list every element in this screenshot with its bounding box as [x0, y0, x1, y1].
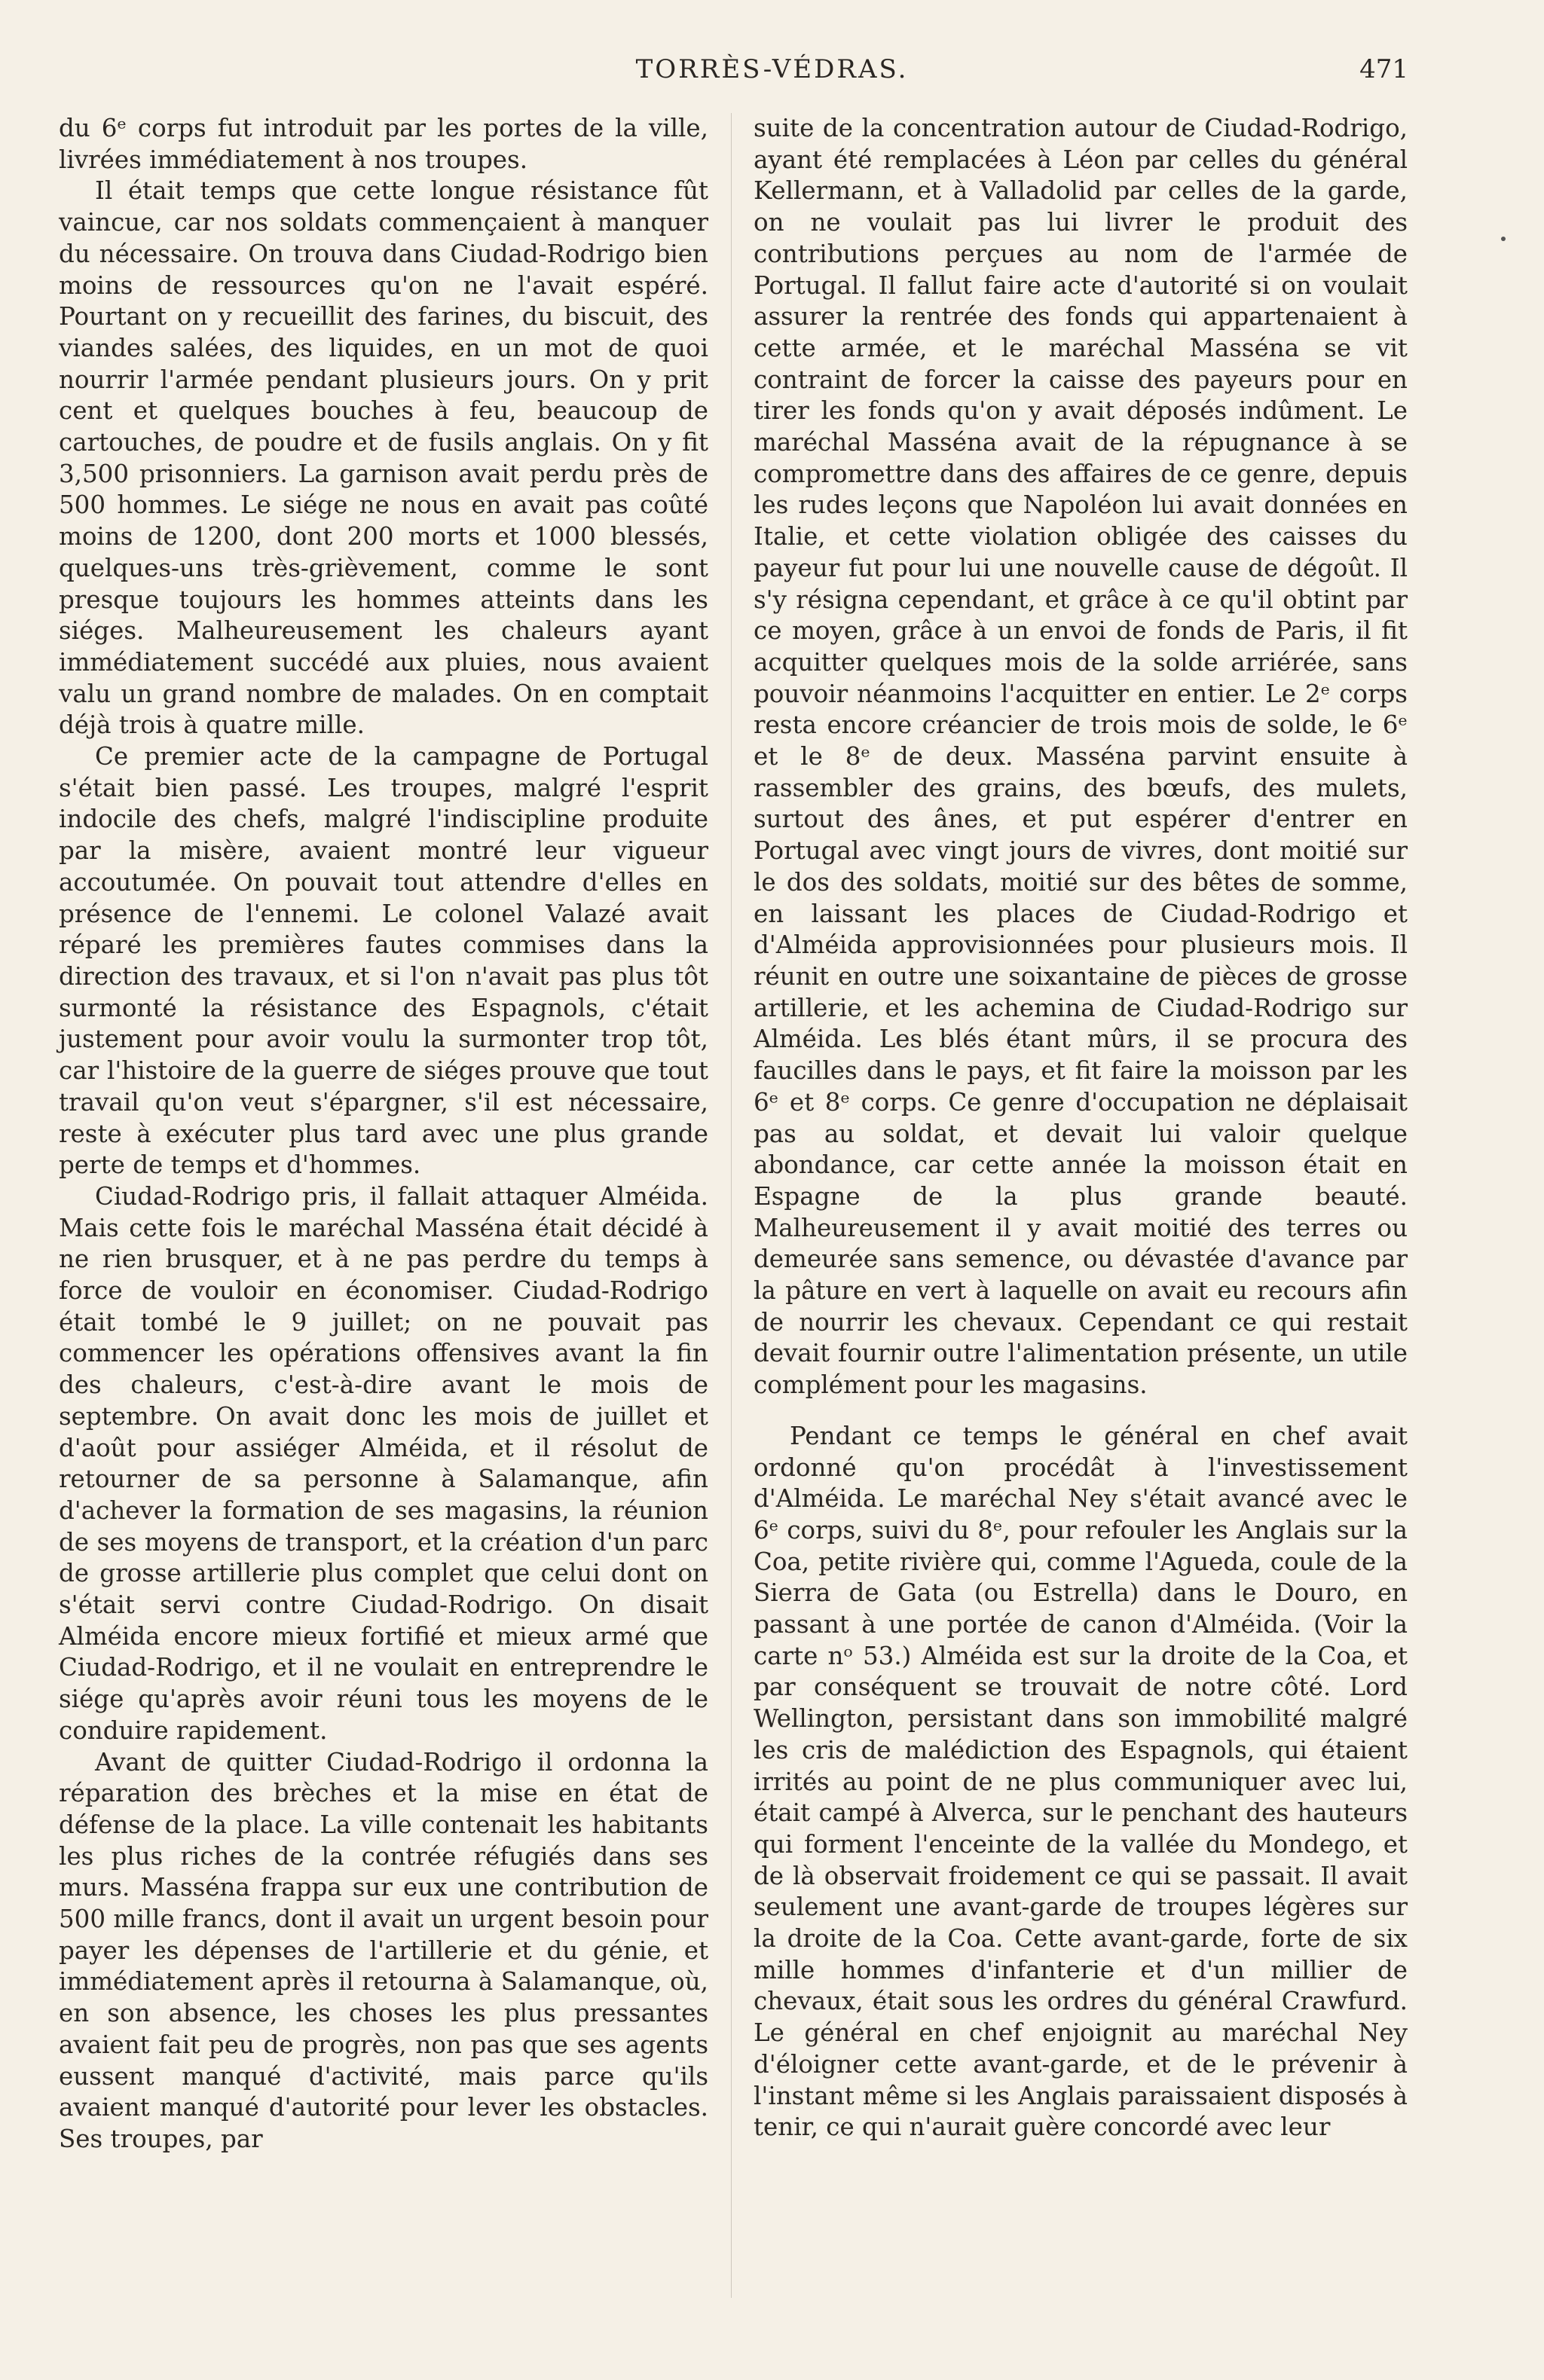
running-title: TORRÈS-VÉDRAS. [635, 54, 909, 84]
paragraph: Ciudad-Rodrigo pris, il fallait attaquer Alméida. Mais cette fois le maréchal Masséna était décidé à ne rien brusquer, et à ne pas perdre du temps à force de vouloir en économiser. Ciudad-Rodrigo était tombé le 9 juillet; on ne pouvait pas commencer les opérations offensives avant la fin des chaleurs, c'est-à-dire avant le mois de septembre. On avait donc les mois de juillet et d'août pour assiéger Alméida, et il résolut de retourner de sa personne à Salamanque, afin d'achever la formation de ses magasins, la réunion de ses moyens de transport, et la création d'un parc de grosse artillerie plus complet que celui dont on s'était servi contre Ciudad-Rodrigo. On disait Alméida encore mieux fortifié et mieux armé que Ciudad-Rodrigo, et il ne voulait en entreprendre le siége qu'après avoir réuni tous les moyens de le conduire rapidement. [59, 1181, 708, 1745]
right-column [754, 113, 1408, 2143]
paragraph: Pendant ce temps le général en chef avait ordonné qu'on procédât à l'investissement d'Alméida. Le maréchal Ney s'était avancé avec le 6ᵉ corps, suivi du 8ᵉ, pour refouler les Anglais sur la Coa, petite rivière qui, comme l'Agueda, coule de la Sierra de Gata (ou Estrella) dans le Douro, en passant à une portée de canon d'Alméida. (Voir la carte nᵒ 53.) Alméida est sur la droite de la Coa, et par conséquent se trouvait de notre côté. Lord Wellington, persistant dans son immobilité malgré les cris de malédiction des Espagnols, qui étaient irrités au point de ne plus communiquer avec lui, était campé à Alverca, sur le penchant des hauteurs qui forment l'enceinte de la vallée du Mondego, et de là observait froidement ce qui se passait. Il avait seulement une avant-garde de troupes légères sur la droite de la Coa. Cette avant-garde, forte de six mille hommes d'infanterie et d'un millier de chevaux, était sous les ordres du général Crawfurd. Le général en chef enjoignit au maréchal Ney d'éloigner cette avant-garde, et de le prévenir à l'instant même si les Anglais paraissaient disposés à tenir, ce qui n'aurait guère concordé avec leur [754, 1421, 1408, 2142]
paragraph: Ce premier acte de la campagne de Portugal s'était bien passé. Les troupes, malgré l'esprit indocile des chefs, malgré l'indiscipline produite par la misère, avaient montré leur vigueur accoutumée. On pouvait tout attendre d'elles en présence de l'ennemi. Le colonel Valazé avait réparé les premières fautes commises dans la direction des travaux, et si l'on n'avait pas plus tôt surmonté la résistance des Espagnols, c'était justement pour avoir voulu la surmonter trop tôt, car l'histoire de la guerre de siéges prouve que tout travail qu'on veut s'épargner, s'il est nécessaire, reste à exécuter plus tard avec une plus grande perte de temps et d'hommes. [59, 742, 708, 1180]
paragraph: Avant de quitter Ciudad-Rodrigo il ordonna la réparation des brèches et la mise en état de défense de la place. La ville contenait les habitants les plus riches de la contrée réfugiés dans ses murs. Masséna frappa sur eux une contribution de 500 mille francs, dont il avait un urgent besoin pour payer les dépenses de l'artillerie et du génie, et immédiatement après il retourna à Salamanque, où, en son absence, les choses les plus pressantes avaient fait peu de progrès, non pas que ses agents eussent manqué d'activité, mais parce qu'ils avaient manqué d'autorité pour lever les obstacles. Ses troupes, par [59, 1747, 708, 2153]
ink-speck [1501, 237, 1506, 241]
paragraph: Il était temps que cette longue résistance fût vaincue, car nos soldats commençaient à manquer du nécessaire. On trouva dans Ciudad-Rodrigo bien moins de ressources qu'on ne l'avait espéré. Pourtant on y recueillit des farines, du biscuit, des viandes salées, des liquides, en un mot de quoi nourrir l'armée pendant plusieurs jours. On y prit cent et quelques bouches à feu, beaucoup de cartouches, de poudre et de fusils anglais. On y fit 3,500 prisonniers. La garnison avait perdu près de 500 hommes. Le siége ne nous en avait pas coûté moins de 1200, dont 200 morts et 1000 blessés, quelques-uns très-grièvement, comme le sont presque toujours les hommes atteints dans les siéges. Malheureusement les chaleurs ayant immédiatement succédé aux pluies, nous avaient valu un grand nombre de malades. On en comptait déjà trois à quatre mille. [59, 176, 708, 740]
paragraph: du 6ᵉ corps fut introduit par les portes de la ville, livrées immédiatement à nos troupes. [59, 114, 708, 174]
page-number: 471 [1359, 54, 1408, 84]
column-divider [731, 113, 732, 2298]
running-head [0, 54, 1544, 99]
paragraph: suite de la concentration autour de Ciudad-Rodrigo, ayant été remplacées à Léon par celles du général Kellermann, et à Valladolid par celles de la garde, on ne voulait pas lui livrer le produit des contributions perçues au nom de l'armée de Portugal. Il fallut faire acte d'autorité si on voulait assurer la rentrée des fonds qui appartenaient à cette armée, et le maréchal Masséna se vit contraint de forcer la caisse des payeurs pour en tirer les fonds qu'on y avait déposés indûment. Le maréchal Masséna avait de la répugnance à se compromettre dans des affaires de ce genre, depuis les rudes leçons que Napoléon lui avait données en Italie, et cette violation obligée des caisses du payeur fut pour lui une nouvelle cause de dégoût. Il s'y résigna cependant, et grâce à ce qu'il obtint par ce moyen, grâce à un envoi de fonds de Paris, il fit acquitter quelques mois de la solde arriérée, sans pouvoir néanmoins l'acquitter en entier. Le 2ᵉ corps resta encore créancier de trois mois de solde, le 6ᵉ et le 8ᵉ de deux. Masséna parvint ensuite à rassembler des grains, des bœufs, des mulets, surtout des ânes, et put espérer d'entrer en Portugal avec vingt jours de vivres, dont moitié sur le dos des soldats, moitié sur des bêtes de somme, en laissant les places de Ciudad-Rodrigo et d'Alméida approvisionnées pour plusieurs mois. Il réunit en outre une soixantaine de pièces de grosse artillerie, et les achemina de Ciudad-Rodrigo sur Alméida. Les blés étant mûrs, il se procura des faucilles dans le pays, et fit faire la moisson par les 6ᵉ et 8ᵉ corps. Ce genre d'occupation ne déplaisait pas au soldat, et devait lui valoir quelque abondance, car cette année la moisson était en Espagne de la plus grande beauté. Malheureusement il y avait moitié des terres ou demeurée sans semence, ou dévastée d'avance par la pâture en vert à laquelle on avait eu recours afin de nourrir les chevaux. Cependant ce qui restait devait fournir outre l'alimentation présente, un utile complément pour les magasins. [754, 114, 1408, 1400]
left-column [59, 113, 708, 2155]
